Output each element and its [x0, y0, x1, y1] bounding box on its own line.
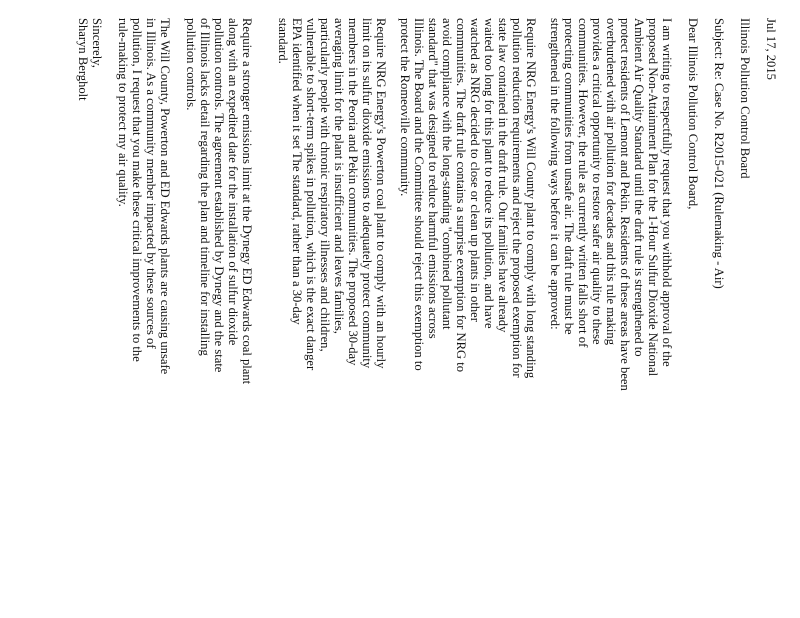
paragraph-2-line: avoid compliance with the long-standing "combined pollutant [440, 18, 454, 330]
paragraph-1-line: I am writing to respectfully request that you withhold approval of the [660, 18, 674, 367]
paragraph-1-line: strengthened in the following ways before it can be approved: [548, 18, 562, 330]
paragraph-4-line: along with an expedited date for the installation of sulfur dioxide [226, 18, 240, 346]
paragraph-3-line: EPA identified when it set The standard, rather than a 30-day [290, 18, 304, 325]
paragraph-1-line: proposed Non-Attainment Plan for the 1-Hour Sulfur Dioxide National [646, 18, 660, 377]
letter-closing: Sincerely, [90, 18, 104, 68]
paragraph-2-line: state law contained in the draft rule. Our families have already [496, 18, 510, 333]
paragraph-4-line: pollution controls. The agreement established by Dynegy and the state [212, 18, 226, 373]
paragraph-5-line: pollution, I request that you make these critical improvements to the [130, 18, 144, 362]
paragraph-3-line: particularly people with chronic respiratory illnesses and children, [318, 18, 332, 352]
paragraph-3-line: Require NRG Energy's Powerton coal plant to comply with an hourly [374, 18, 388, 369]
paragraph-1-line: provides a critical opportunity to restore safer air quality to these [590, 18, 604, 345]
paragraph-2-line: Illinois. The Board and the Committee should reject this exemption to [412, 18, 426, 371]
paragraph-4-line: of Illinois lacks detail regarding the plan and timeline for installing [198, 18, 212, 356]
letter-signature: Sharyn Bergholt [76, 18, 90, 101]
paragraph-2-line: communities. The draft rule contains a surprise exemption for NRG to [454, 18, 468, 373]
paragraph-3-line: vulnerable to short-term spikes in pollution, which is the exact danger [304, 18, 318, 371]
paragraph-3-line: standard. [276, 18, 290, 64]
paragraph-1-line: protect residents of Lemont and Pekin. Residents of these areas have been [618, 18, 632, 391]
paragraph-1-line: overburdened with air pollution for decades and this rule making [604, 18, 618, 345]
letter-date: Jul 17, 2015 [764, 18, 778, 80]
paragraph-4-line: Require a stronger emissions limit at the Dynegy ED Edwards coal plant [240, 18, 254, 385]
paragraph-1-line: Ambient Air Quality Standard until the draft rule is strengthened to [632, 18, 646, 357]
paragraph-5-line: rule-making to protect my air quality. [116, 18, 130, 207]
letter-recipient: Illinois Pollution Control Board [738, 18, 752, 179]
paragraph-2-line: standard" that was designed to reduce harmful emissions across [426, 18, 440, 339]
paragraph-2-line: pollution reduction requirements and reject the proposed exemption for [510, 18, 524, 378]
paragraph-3-line: members in the Peoria and Pekin communities. The proposed 30-day [346, 18, 360, 366]
letter-subject: Subject: Re: Case No. R2015-021 (Rulemaking - Air) [712, 18, 726, 289]
paragraph-2-line: waited too long for this plant to reduce its pollution, and have [482, 18, 496, 329]
paragraph-5-line: The Will County, Powerton and ED Edwards plants are causing unsafe [158, 18, 172, 375]
paragraph-5-line: in Illinois. As a community member impacted by these sources of [144, 18, 158, 349]
paragraph-2-line: Require NRG Energy's Will County plant to comply with long standing [524, 18, 538, 379]
letter-salutation: Dear Illinois Pollution Control Board, [686, 18, 700, 210]
paragraph-4-line: pollution controls. [184, 18, 198, 111]
paragraph-3-line: averaging limit for the plant is insufficient and leaves families, [332, 18, 346, 334]
paragraph-2-line: protect the Romeoville community. [398, 18, 412, 197]
paragraph-2-line: watched as NRG decided to close or clean up plants in other [468, 18, 482, 322]
paragraph-1-line: protecting communities from unsafe air. The draft rule must be [562, 18, 576, 335]
paragraph-3-line: limit on its sulfur dioxide emissions to adequately protect community [360, 18, 374, 369]
paragraph-1-line: communities. However, the rule as currently written falls short of [576, 18, 590, 348]
